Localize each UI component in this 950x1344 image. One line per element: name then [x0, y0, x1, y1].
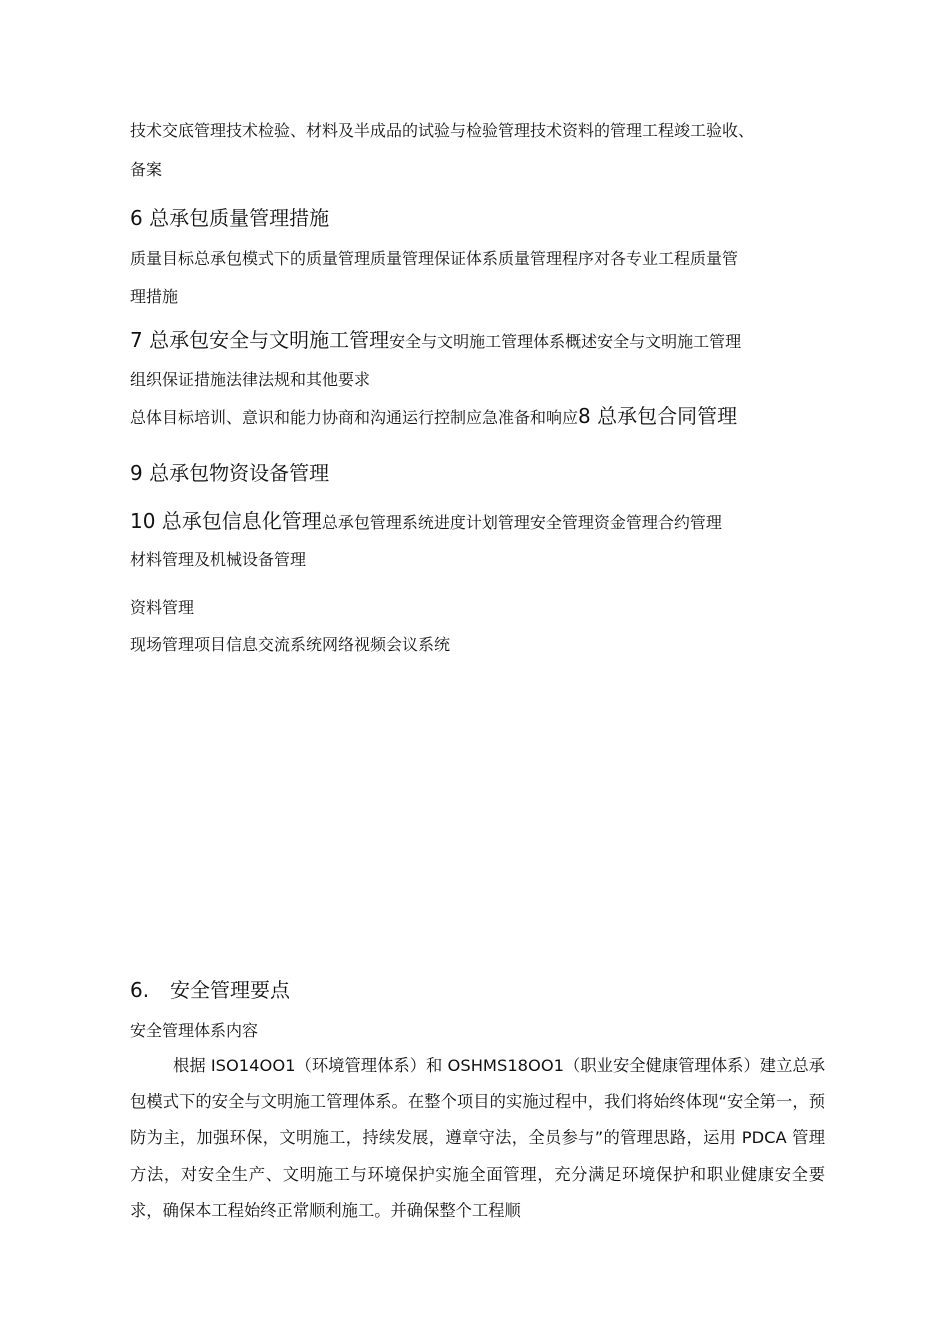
toc-line-7c	[130, 400, 737, 429]
toc-heading-6: 6 总承包质量管理措施	[130, 206, 330, 230]
toc-line-7b: 组织保证措施法律法规和其他要求	[130, 370, 371, 389]
toc-line-1: 技术交底管理技术检验、材料及半成品的试验与检验管理技术资料的管理工程竣工验收、	[130, 121, 755, 140]
section-paragraph	[130, 1048, 825, 1229]
toc-line-10-rest: 总承包管理系统进度计划管理安全管理资金管理合约管理	[321, 513, 722, 532]
toc-heading-9: 9 总承包物资设备管理	[130, 461, 330, 485]
toc-line-7c-text: 总体目标培训、意识和能力协商和沟通运行控制应急准备和响应	[130, 408, 579, 427]
paragraph-text: 根据 ISO14OO1（环境管理体系）和 OSHMS18OO1（职业安全健康管理体系）建立总承包模式下的安全与文明施工管理体系。在整个项目的实施过程中，我们将始终体现“安全第一，预防为主，加强环保，文明施工，持续发展，遵章守法，全员参与”的管理思路，运用 PDCA 管理方法，对安全生产、文明施工与环境保护实施全面管理，充分满足环境保护和职业健康安全要求，确保本工程始终正常顺利施工。并确保整个工程顺	[130, 1056, 825, 1220]
toc-line-2: 备案	[130, 160, 163, 179]
toc-line-7-rest: 安全与文明施工管理体系概述安全与文明施工管理	[389, 332, 742, 351]
toc-line-10c: 资料管理	[130, 598, 195, 617]
toc-heading-7: 7 总承包安全与文明施工管理	[130, 328, 390, 352]
toc-line-6b: 理措施	[130, 287, 179, 306]
toc-line-10	[130, 505, 722, 534]
toc-line-6a: 质量目标总承包模式下的质量管理质量管理保证体系质量管理程序对各专业工程质量管	[130, 249, 739, 268]
toc-heading-8: 8 总承包合同管理	[578, 404, 738, 428]
toc-line-10b: 材料管理及机械设备管理	[130, 550, 307, 569]
section-title: 安全管理要点	[170, 978, 290, 1002]
toc-line-7	[130, 324, 741, 353]
toc-line-10d: 现场管理项目信息交流系统网络视频会议系统	[130, 635, 451, 654]
toc-heading-10: 10 总承包信息化管理	[130, 509, 322, 533]
section-subtitle: 安全管理体系内容	[130, 1021, 259, 1040]
section-number: 6.	[130, 978, 150, 1002]
section-heading	[130, 974, 290, 1003]
